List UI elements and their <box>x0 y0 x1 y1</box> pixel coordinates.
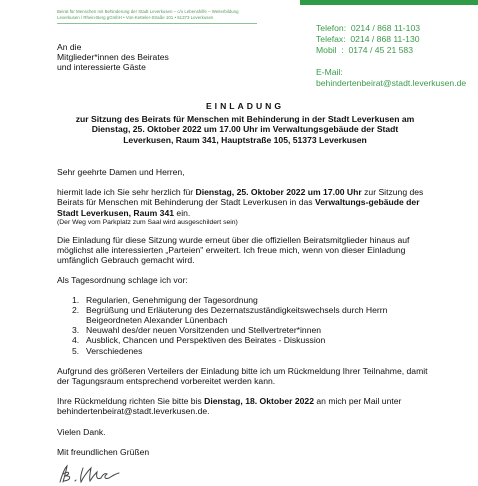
recipient-address <box>57 42 169 72</box>
sender-line: Beirat für Menschen mit Behinderung der Stadt Leverkusen – c/o Lebenshilfe – Weiterbildung <box>57 9 239 14</box>
agenda-number: 1. <box>72 294 80 305</box>
text-span: Ihre Rückmeldung richten Sie bitte bis <box>57 396 205 407</box>
agenda-text: Neuwahl des/der neuen Vorsitzenden und Stellvertreter*innen <box>86 325 322 336</box>
agenda-number: 2. <box>72 304 80 315</box>
paragraph-invitation <box>57 187 437 218</box>
agenda-list <box>57 295 437 356</box>
date-time-emphasis: Dienstag, 25. Oktober 2022 um 17.00 Uhr <box>195 187 362 198</box>
contact-email-link[interactable]: behindertenbeirat@stadt.leverkusen.de <box>316 78 467 88</box>
paragraph-extension: Die Einladung für diese Sitzung wurde erneut über die offiziellen Beiratsmitglieder hinaus auf möglichst alle interessierten „Parteien" erweitert. Ich freue mich, wenn von dieser Einladung umfänglich Gebrauch gemacht wird. <box>57 234 410 266</box>
recipient-line: An die <box>57 42 82 52</box>
text-span: hiermit lade ich Sie sehr herzlich für <box>57 187 196 198</box>
invitation-title <box>60 101 430 145</box>
contact-block <box>316 23 466 89</box>
deadline-emphasis: Dienstag, 18. Oktober 2022 <box>204 396 314 407</box>
agenda-text: Begrüßung und Erläuterung des Dezernatszuständigkeitswechsels durch Herrn Beigeordneten Alexander Lünenbach <box>86 304 388 326</box>
contact-mobil: Mobil : 0174 / 45 21 583 <box>316 45 413 55</box>
invitation-subtitle-line: zur Sitzung des Beirats für Menschen mit Behinderung in der Stadt Leverkusen am <box>75 114 415 125</box>
sender-address <box>57 9 307 21</box>
parking-note: (Der Weg vom Parkplatz zum Saal wird ausgeschildert sein) <box>57 218 238 226</box>
greeting: Sehr geehrte Damen und Herren, <box>57 167 185 177</box>
invitation-heading: EINLADUNG <box>205 101 285 111</box>
text-span: zur Sitzung des Beirats für Menschen mit Behinderung der Stadt Leverkusen in das <box>57 187 424 208</box>
contact-telefon: Telefon: 0214 / 868 11-103 <box>316 23 421 33</box>
sender-divider <box>57 23 257 24</box>
invitation-subtitle-line: Leverkusen, Raum 341, Hauptstraße 105, 51373 Leverkusen <box>123 134 367 145</box>
location-emphasis: Verwaltungs-gebäude der Stadt Leverkusen, Raum 341 <box>57 197 420 218</box>
agenda-item <box>57 325 437 335</box>
agenda-item <box>57 305 437 325</box>
recipient-line: und interessierte Gäste <box>57 62 146 72</box>
thanks: Vielen Dank. <box>57 426 106 437</box>
contact-telefax: Telefax: 0214 / 868 11-130 <box>316 34 420 44</box>
agenda-item <box>57 295 437 305</box>
contact-email-label: E-Mail: <box>316 67 343 77</box>
agenda-text: Regularien, Genehmigung der Tagesordnung <box>86 294 258 305</box>
agenda-number: 3. <box>72 325 80 336</box>
paragraph-feedback-request: Aufgrund des größeren Verteilers der Einladung bitte ich um Rückmeldung Ihrer Teilnahme, damit der Tagungsraum entsprechend vorbereitet werden kann. <box>57 365 428 387</box>
agenda-text: Ausblick, Chancen und Perspektiven des Beirates - Diskussion <box>86 335 326 346</box>
paragraph-deadline <box>57 396 437 416</box>
signature-image <box>57 462 137 486</box>
agenda-number: 5. <box>72 345 80 356</box>
closing: Mit freundlichen Grüßen <box>57 446 150 457</box>
recipient-line: Mitglieder*innen des Beirates <box>57 52 169 62</box>
agenda-item <box>57 335 437 345</box>
header-accent-bar <box>300 0 478 5</box>
text-span: ein. <box>174 207 191 218</box>
agenda-number: 4. <box>72 335 80 346</box>
agenda-text: Verschiedenes <box>86 345 143 356</box>
letter-body <box>57 167 437 457</box>
agenda-intro: Als Tagesordnung schlage ich vor: <box>57 275 188 286</box>
agenda-item <box>57 346 437 356</box>
invitation-subtitle-line: Dienstag, 25. Oktober 2022 um 17.00 Uhr im Verwaltungsgebäude der Stadt <box>91 124 399 135</box>
sender-line: Leverkusen / Rhein-Berg gGmbH • Von-Ketteler-Straße 101 • 51373 Leverkusen <box>57 15 214 20</box>
text-span: an mich per Mail unter behindertenbeirat@stadt.leverkusen.de. <box>57 396 402 417</box>
